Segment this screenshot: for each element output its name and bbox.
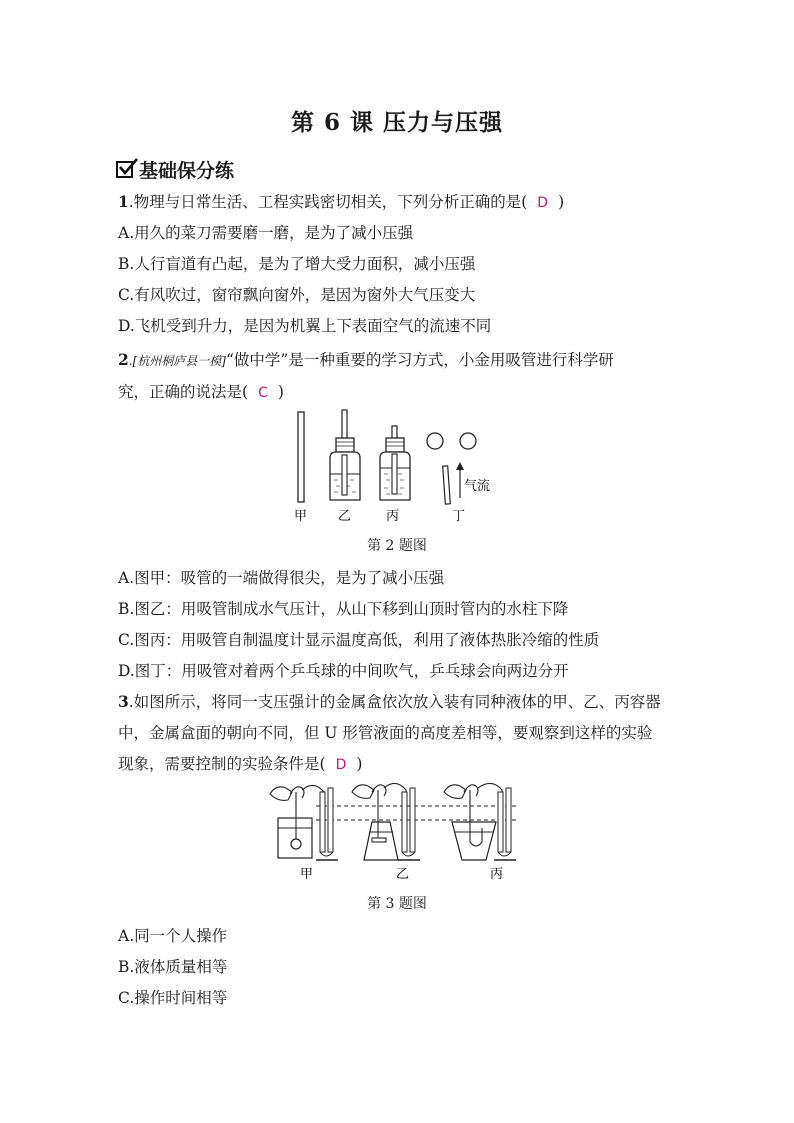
- q3-stem-text1: .如图所示，将同一支压强计的金属盒依次放入装有同种液体的甲、乙、丙容器: [128, 693, 661, 711]
- section-header: [116, 156, 234, 183]
- q3-stem-line1: [118, 690, 661, 712]
- q3-option-a: A.同一个人操作: [118, 927, 228, 945]
- q3-stem-text3: 现象，需要控制的实验条件是(: [118, 755, 326, 773]
- fig2-label-ding: 丁: [452, 509, 466, 524]
- q3-stem-line3: [118, 752, 362, 774]
- q2-figure: [280, 408, 510, 526]
- airflow-label: 气流: [464, 479, 491, 494]
- q2-option-b: B.图乙：用吸管制成水气压计，从山下移到山顶时管内的水柱下降: [118, 600, 569, 618]
- q1-stem: [118, 190, 564, 212]
- q1-option-d: D.飞机受到升力，是因为机翼上下表面空气的流速不同: [118, 317, 492, 335]
- page-title: 第 6 课 压力与压强: [290, 109, 504, 136]
- q2-option-a: A.图甲：吸管的一端做得很尖，是为了减小压强: [118, 569, 445, 587]
- q2-stem-line1: [118, 348, 614, 370]
- fig2-label-yi: 乙: [338, 509, 352, 524]
- fig2-label-bing: 丙: [386, 509, 400, 524]
- q2-stem-close: ): [277, 383, 284, 401]
- checkbox-icon: [116, 161, 133, 178]
- q2-answer: C: [258, 385, 268, 401]
- fig3-label-yi: 乙: [396, 867, 410, 882]
- q1-stem-text: .物理与日常生活、工程实践密切相关，下列分析正确的是(: [128, 193, 528, 211]
- q3-answer: D: [335, 757, 347, 773]
- q3-option-b: B.液体质量相等: [118, 958, 228, 976]
- q1-option-b: B.人行盲道有凸起，是为了增大受力面积，减小压强: [118, 255, 476, 273]
- q1-answer: D: [537, 195, 549, 211]
- q2-caption: 第 2 题图: [367, 538, 427, 554]
- q1-stem-close: ): [558, 193, 565, 211]
- q2-option-c: C.图丙：用吸管自制温度计显示温度高低，利用了液体热胀冷缩的性质: [118, 631, 600, 649]
- bottle-bing: [380, 426, 410, 500]
- fig2-label-jia: 甲: [294, 509, 308, 524]
- q3-option-c: C.操作时间相等: [118, 989, 228, 1007]
- q2-number: 2: [118, 350, 129, 369]
- q2-stem-line2: [118, 380, 284, 402]
- q1-number: 1: [118, 192, 129, 211]
- fig3-label-bing: 丙: [490, 867, 504, 882]
- straw-jia: [298, 412, 304, 502]
- fig3-label-jia: 甲: [300, 867, 314, 882]
- section-label: 基础保分练: [139, 160, 235, 182]
- setup-bing: [444, 783, 516, 860]
- q3-stem-close: ): [356, 755, 363, 773]
- q2-option-d: D.图丁：用吸管对着两个乒乓球的中间吹气，乒乓球会向两边分开: [118, 662, 569, 680]
- setup-jia: [270, 785, 338, 860]
- q3-figure: [266, 778, 532, 884]
- q3-stem-line2: 中，金属盒面的朝向不同，但 U 形管液面的高度差相等，要观察到这样的实验: [118, 724, 653, 742]
- q3-number: 3: [118, 692, 129, 711]
- q2-stem-text2: 究，正确的说法是(: [118, 383, 249, 401]
- bottle-yi: [330, 410, 360, 500]
- q1-option-c: C.有风吹过，窗帘飘向窗外，是因为窗外大气压变大: [118, 286, 476, 304]
- q1-option-a: A.用久的菜刀需要磨一磨，是为了减小压强: [118, 224, 414, 242]
- q3-caption: 第 3 题图: [367, 896, 427, 912]
- q2-stem-text: “做中学”是一种重要的学习方式，小金用吸管进行科学研: [225, 351, 614, 369]
- setup-yi: [352, 783, 420, 860]
- q2-source: .[杭州桐庐县一模]: [128, 354, 226, 368]
